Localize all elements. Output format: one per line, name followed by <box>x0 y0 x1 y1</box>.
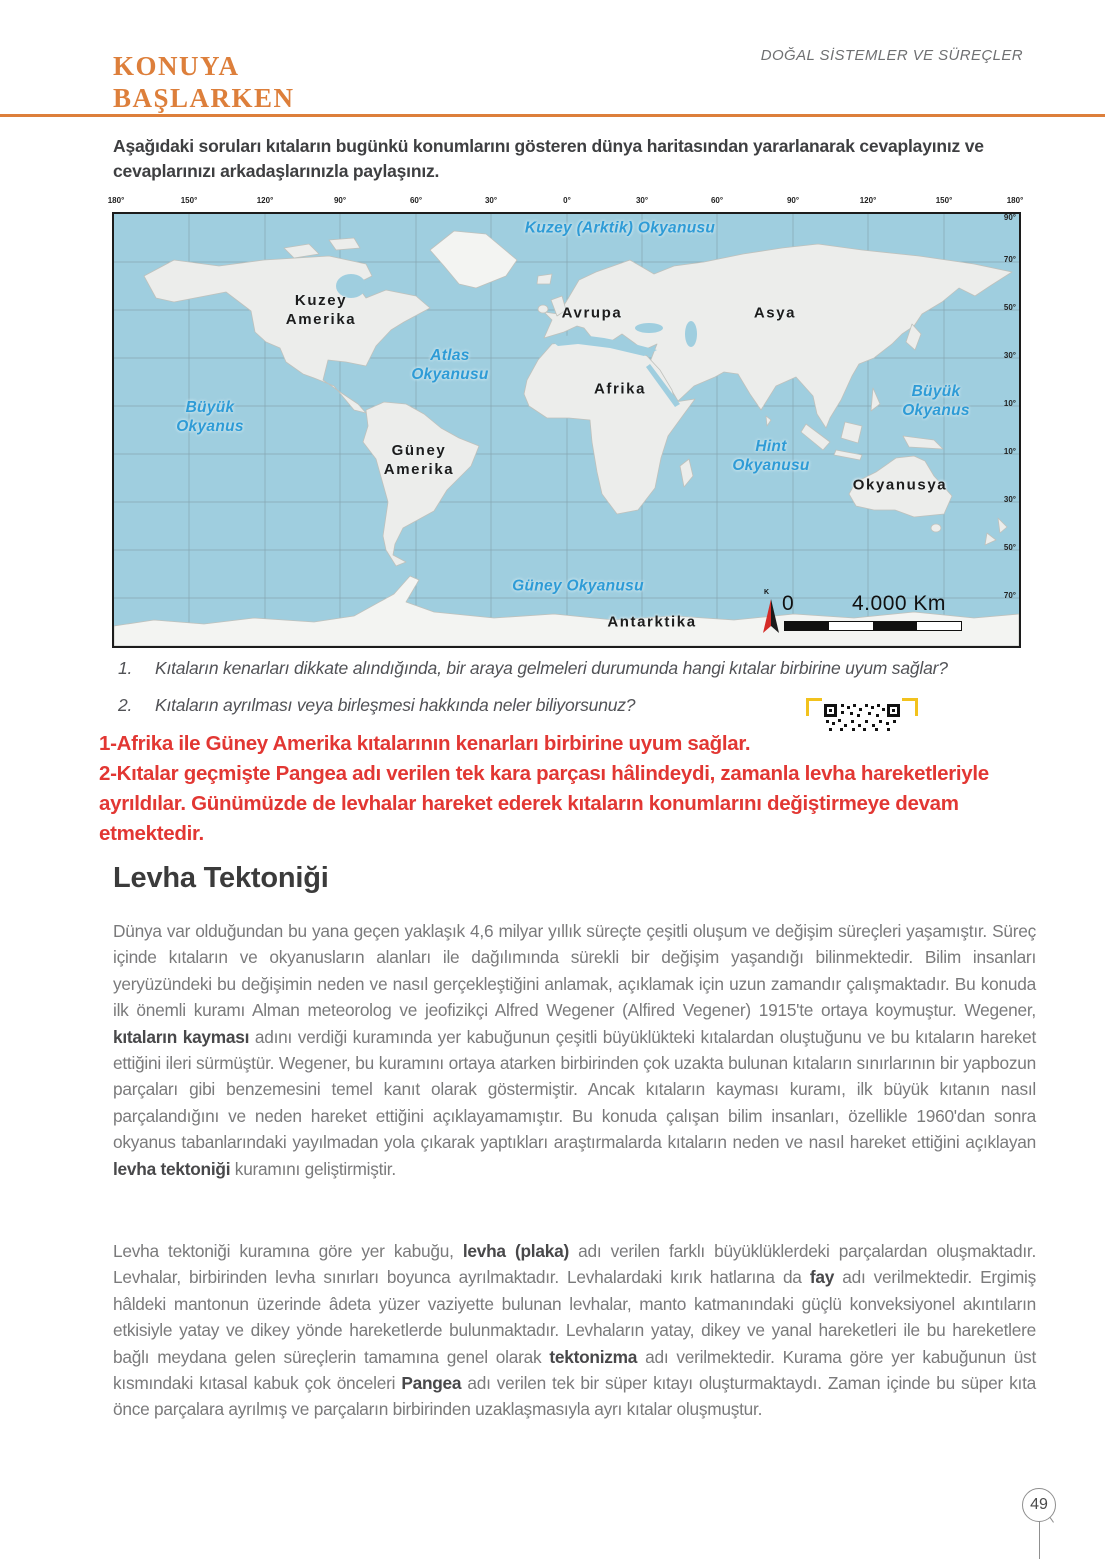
page-number-line <box>1039 1521 1040 1559</box>
sri-lanka <box>766 416 771 426</box>
new-zealand <box>985 533 996 545</box>
world-map <box>107 196 1024 648</box>
ireland <box>538 305 548 313</box>
section-kicker <box>113 50 295 114</box>
label-guney-amerika: Güney Amerika <box>383 442 455 478</box>
lon-tick: 30° <box>484 196 498 205</box>
body-paragraph-2: Levha tektoniği kuramına göre yer kabuğu, levha (plaka) adı verilen farklı büyüklüklerdeki parçalardan oluşmaktadır. Levhalar, birbirinden levha sınırları boyunca ayrılmaktadır. Levhalardaki kırık hatlarına da fay adı verilmektedir. Ergimiş hâldeki mantonun üzerinde âdeta yüzer vaziyette bulunan levhalar, manto katmanındaki güçlü konveksiyonel akıntıların etkisiyle yatay ve dikey yönde hareketlerde bulunmaktadır. Levhaların yatay, dikey ve yanal hareketleri ile bu hareketlere bağlı meydana gelen süreçlerin tamamına genel olarak tektonizma adı verilmektedir. Kurama göre yer kabuğunun üst kısmındaki kıtasal kabuk çok önceleri Pangea adı verilen tek bir süper kıtayı oluşturmaktaydı. Zaman içinde bu süper kıta önce parçalara ayrılmış ve parçaların birbirinden uzaklaşmasıyla ayrı kıtalar oluşmuştur. <box>113 1241 1036 1420</box>
label-atlas-okyanusu: Atlas Okyanusu <box>411 347 489 383</box>
lon-tick: 180° <box>1006 196 1024 205</box>
label-okyanusya: Okyanusya <box>852 476 948 494</box>
lon-tick: 30° <box>635 196 649 205</box>
lat-tick: 50° <box>1003 303 1016 312</box>
question-text: Kıtaların kenarları dikkate alındığında, bir araya gelmeleri durumunda hangi kıtalar birbirine uyum sağlar? <box>155 658 948 678</box>
lat-tick: 10° <box>1003 447 1016 456</box>
qr-pattern-icon <box>824 704 900 732</box>
qr-bracket-left-icon <box>806 698 822 716</box>
new-guinea <box>903 436 943 449</box>
scale-distance-label: 4.000 Km <box>852 592 946 615</box>
iceland <box>537 274 552 284</box>
lat-tick: 50° <box>1003 543 1016 552</box>
kicker-line1: KONUYA <box>113 51 240 81</box>
label-antarktika: Antarktika <box>607 613 697 631</box>
label-guney-okyanusu: Güney Okyanusu <box>512 577 644 595</box>
lon-tick: 90° <box>333 196 347 205</box>
qr-bracket-right-icon <box>902 698 918 716</box>
lon-tick: 60° <box>409 196 423 205</box>
lon-tick: 90° <box>786 196 800 205</box>
answer-2: 2-Kıtalar geçmişte Pangea adı verilen tek kara parçası hâlindeydi, zamanla levha hareketleriyle ayrıldılar. Günümüzde de levhalar hareket ederek kıtaların konumlarını değiştirmeye devam etmektedir. <box>99 762 989 845</box>
philippines <box>871 388 880 411</box>
label-arktik-okyanusu: Kuzey (Arktik) Okyanusu <box>524 219 716 237</box>
lat-tick: 30° <box>1003 351 1016 360</box>
scale-zero-label: 0 <box>782 592 795 615</box>
continent-south-america <box>363 402 479 566</box>
lon-tick: 150° <box>180 196 198 205</box>
page-number <box>1022 1488 1056 1522</box>
question-number: 1. <box>118 658 133 678</box>
handwritten-answers <box>99 729 1057 849</box>
tasmania <box>931 524 941 532</box>
question-text: Kıtaların ayrılması veya birleşmesi hakkında neler biliyorsunuz? <box>155 695 636 715</box>
question-1 <box>118 658 1048 679</box>
body-paragraph-1: Dünya var olduğundan bu yana geçen yaklaşık 4,6 milyar yıllık süreçte çeşitli oluşum ve değişim süreçleri yaşamıştır. Süreç içinde kıtaların ve okyanusların alanları ile dağılımında sürekli bir değişim yaşandığı bilinmektedir. Bilim insanları yeryüzündeki bu değişimin neden ve nasıl gerçekleştiğini anlamak, açıklamak için uzun zamandır çalışmaktadır. Bu konuda ilk önemli kuramı Alman meteorolog ve jeofizikçi Alfred Wegener (Alfired Vegener) 1915'te ortaya koymuştur. Wegener, kıtaların kayması adını verdiği kuramında yer kabuğunun çeşitli büyüklükteki kıtalardan oluştuğunu ve bu kıtaların hareket ettiğini ileri sürmüştür. Wegener, bu kuramını ortaya atarken birbirinden çok uzakta bulunan kıtaların sınırlarının bir yapbozun parçaları gibi benzemesini temel kanıt olarak göstermiştir. Ancak kıtaların kayması kuramı, ilk büyük kıtanın nasıl parçalandığını ve neden hareket ettiğini açıklayamamıştır. Bu konuda çalışan bilim insanları, özellikle 1960'dan sonra okyanus tabanlarındaki yayılmadan yola çıkarak yaptıkları araştırmalarda kıtaların neden ve nasıl hareket ettiğini açıklayan levha tektoniği kuramını geliştirmiştir. <box>113 921 1036 1179</box>
lon-tick: 150° <box>935 196 953 205</box>
scale-bar <box>784 621 962 631</box>
label-kuzey-amerika: Kuzey Amerika <box>285 292 357 328</box>
chapter-header: DOĞAL SİSTEMLER VE SÜREÇLER <box>760 47 1023 64</box>
madagascar <box>680 459 693 487</box>
answer-1: 1-Afrika ile Güney Amerika kıtalarının kenarları birbirine uyum sağlar. <box>99 732 751 755</box>
lon-tick: 60° <box>710 196 724 205</box>
north-arrow-icon <box>760 597 782 639</box>
lon-tick: 120° <box>859 196 877 205</box>
lon-tick: 0° <box>563 196 571 205</box>
borneo <box>841 422 862 443</box>
label-buyuk-okyanus-bati: Büyük Okyanus <box>176 399 244 435</box>
label-afrika: Afrika <box>593 380 647 398</box>
lat-tick: 70° <box>1003 255 1016 264</box>
lon-tick: 120° <box>256 196 274 205</box>
label-buyuk-okyanus-dogu: Büyük Okyanus <box>902 383 970 419</box>
lon-tick: 180° <box>107 196 125 205</box>
lat-tick: 70° <box>1003 591 1016 600</box>
java <box>834 450 862 460</box>
map-frame <box>112 212 1021 648</box>
intro-text: Aşağıdaki soruları kıtaların bugünkü konumlarını gösteren dünya haritasından yararlanarak cevaplayınız ve cevaplarınızı arkadaşlarınızla paylaşınız. <box>113 136 984 181</box>
label-hint-okyanusu: Hint Okyanusu <box>732 438 810 474</box>
black-sea <box>635 323 663 333</box>
north-label: K <box>764 589 770 596</box>
new-zealand <box>998 518 1007 533</box>
lat-tick: 30° <box>1003 495 1016 504</box>
caspian-sea <box>685 321 697 347</box>
label-asya: Asya <box>753 304 797 322</box>
accent-rule <box>0 114 1105 117</box>
greenland <box>430 231 517 288</box>
lat-tick: 90° <box>1003 213 1016 222</box>
kicker-line2: BAŞLARKEN <box>113 83 295 113</box>
page-number-value: 49 <box>1030 1496 1048 1513</box>
lat-tick: 10° <box>1003 399 1016 408</box>
label-avrupa: Avrupa <box>561 304 623 322</box>
continent-north-america <box>144 256 430 413</box>
section-title: Levha Tektoniği <box>113 862 329 894</box>
arctic-island <box>284 244 319 258</box>
question-number: 2. <box>118 695 133 715</box>
arctic-island <box>329 238 360 250</box>
qr-code <box>806 698 918 734</box>
